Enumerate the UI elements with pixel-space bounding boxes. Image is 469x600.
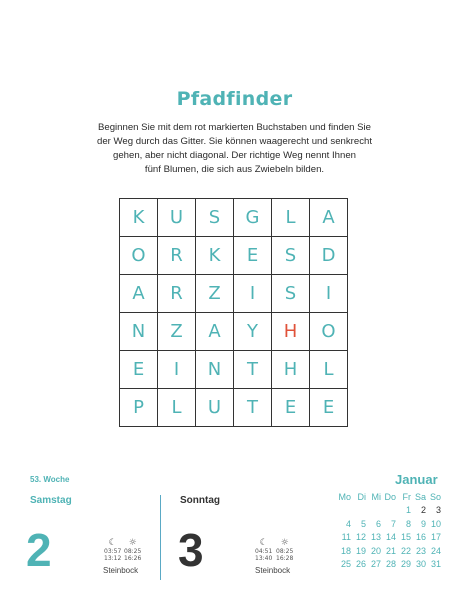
instruction-line: gehen, aber nicht diagonal. Der richtige Weg nennt Ihnen — [112, 150, 357, 161]
calendar-day: 21 — [385, 545, 396, 556]
calendar-month: Januar — [395, 472, 438, 487]
zodiac-saturday: Steinbock — [103, 566, 139, 575]
calendar-day: 7 — [390, 518, 396, 529]
grid-cell: L — [310, 351, 348, 389]
sun-icon: ☼ — [128, 538, 137, 548]
grid-cell: Z — [196, 275, 234, 313]
calendar-day: 18 — [340, 545, 351, 556]
grid-cell: I — [310, 275, 348, 313]
grid-cell: T — [234, 389, 272, 427]
instruction-line: fünf Blumen, die sich aus Zwiebeln bilden. — [144, 164, 325, 175]
grid-cell: K — [120, 199, 158, 237]
grid-cell-start: H — [272, 313, 310, 351]
puzzle-instructions — [62, 121, 407, 177]
zodiac-sunday: Steinbock — [255, 566, 291, 575]
sun-times-text: 08:25 16:28 — [276, 548, 294, 562]
calendar-day: 6 — [375, 518, 381, 529]
sun-times-text: 08:25 16:26 — [124, 548, 142, 562]
moon-times-text: 04:51 13:40 — [255, 548, 273, 562]
calendar-day: 9 — [420, 518, 426, 529]
moon-times-saturday — [104, 538, 121, 562]
calendar-weekday-header: Do — [384, 492, 396, 502]
calendar-day: 27 — [370, 558, 381, 569]
calendar-day: 12 — [355, 532, 366, 543]
calendar-day: 20 — [370, 545, 381, 556]
grid-cell: A — [310, 199, 348, 237]
grid-cell: L — [158, 389, 196, 427]
grid-cell: K — [196, 237, 234, 275]
grid-cell: E — [234, 237, 272, 275]
grid-cell: H — [272, 351, 310, 389]
calendar-weekday-header: Mo — [338, 492, 351, 502]
instruction-line: der Weg durch das Gitter. Sie können waagerecht und senkrecht — [96, 136, 372, 147]
calendar-day: 10 — [430, 518, 441, 529]
moon-icon: ☾ — [259, 538, 268, 548]
sun-times-sunday — [276, 538, 293, 562]
day-number-sunday: 3 — [178, 524, 204, 576]
calendar-day: 24 — [430, 545, 441, 556]
grid-cell: U — [196, 389, 234, 427]
calendar-day: 29 — [400, 558, 411, 569]
grid-cell: T — [234, 351, 272, 389]
calendar-day: 25 — [340, 558, 351, 569]
calendar-day — [351, 505, 366, 518]
grid-cell: E — [120, 351, 158, 389]
grid-cell: G — [234, 199, 272, 237]
grid-cell: R — [158, 237, 196, 275]
calendar-weekday-header: Fr — [402, 492, 411, 502]
grid-cell: S — [272, 237, 310, 275]
grid-cell: I — [234, 275, 272, 313]
calendar-day: 22 — [400, 545, 411, 556]
calendar-day: 31 — [430, 558, 441, 569]
calendar-day: 2 — [420, 505, 426, 516]
calendar-day: 17 — [430, 532, 441, 543]
grid-cell: O — [120, 237, 158, 275]
sun-icon: ☼ — [280, 538, 289, 548]
calendar-day: 14 — [385, 532, 396, 543]
calendar-weekday-header: So — [429, 492, 441, 502]
sun-times-saturday — [124, 538, 141, 562]
grid-cell: S — [196, 199, 234, 237]
grid-cell: A — [120, 275, 158, 313]
calendar-day — [381, 505, 396, 518]
grid-cell: O — [310, 313, 348, 351]
calendar-day: 1 — [405, 505, 411, 516]
moon-times-text: 03:57 13:12 — [104, 548, 122, 562]
day-number-saturday: 2 — [26, 524, 52, 576]
calendar-weekday-header: Mi — [371, 492, 381, 502]
calendar-day: 28 — [385, 558, 396, 569]
calendar-day: 11 — [341, 532, 351, 543]
calendar-day: 16 — [415, 532, 426, 543]
calendar-day: 4 — [345, 518, 351, 529]
mini-calendar — [336, 492, 441, 572]
calendar-day: 13 — [370, 532, 381, 543]
calendar-day: 3 — [435, 505, 441, 516]
grid-cell: N — [120, 313, 158, 351]
letter-grid — [119, 198, 348, 427]
instruction-line: Beginnen Sie mit dem rot markierten Buchstaben und finden Sie — [97, 122, 372, 133]
grid-cell: A — [196, 313, 234, 351]
calendar-weekday-header: Di — [357, 492, 366, 502]
grid-cell: S — [272, 275, 310, 313]
week-label: 53. Woche — [30, 475, 70, 484]
calendar-day: 23 — [415, 545, 426, 556]
grid-cell: E — [310, 389, 348, 427]
grid-cell: Z — [158, 313, 196, 351]
grid-cell: I — [158, 351, 196, 389]
grid-cell: L — [272, 199, 310, 237]
calendar-day: 8 — [405, 518, 411, 529]
calendar-day: 5 — [360, 518, 366, 529]
calendar-day — [336, 505, 351, 518]
grid-cell: P — [120, 389, 158, 427]
grid-cell: R — [158, 275, 196, 313]
day-divider — [160, 495, 161, 580]
calendar-weekday-header: Sa — [414, 492, 426, 502]
day-name-saturday: Samstag — [30, 495, 72, 506]
day-name-sunday: Sonntag — [180, 495, 220, 506]
moon-icon: ☾ — [108, 538, 117, 548]
grid-cell: Y — [234, 313, 272, 351]
grid-cell: N — [196, 351, 234, 389]
grid-cell: E — [272, 389, 310, 427]
calendar-day: 19 — [355, 545, 366, 556]
calendar-day: 30 — [415, 558, 426, 569]
calendar-day: 15 — [400, 532, 411, 543]
calendar-day: 26 — [355, 558, 366, 569]
grid-cell: U — [158, 199, 196, 237]
moon-times-sunday — [255, 538, 272, 562]
calendar-day — [366, 505, 381, 518]
grid-cell: D — [310, 237, 348, 275]
puzzle-title: Pfadfinder — [176, 88, 293, 110]
